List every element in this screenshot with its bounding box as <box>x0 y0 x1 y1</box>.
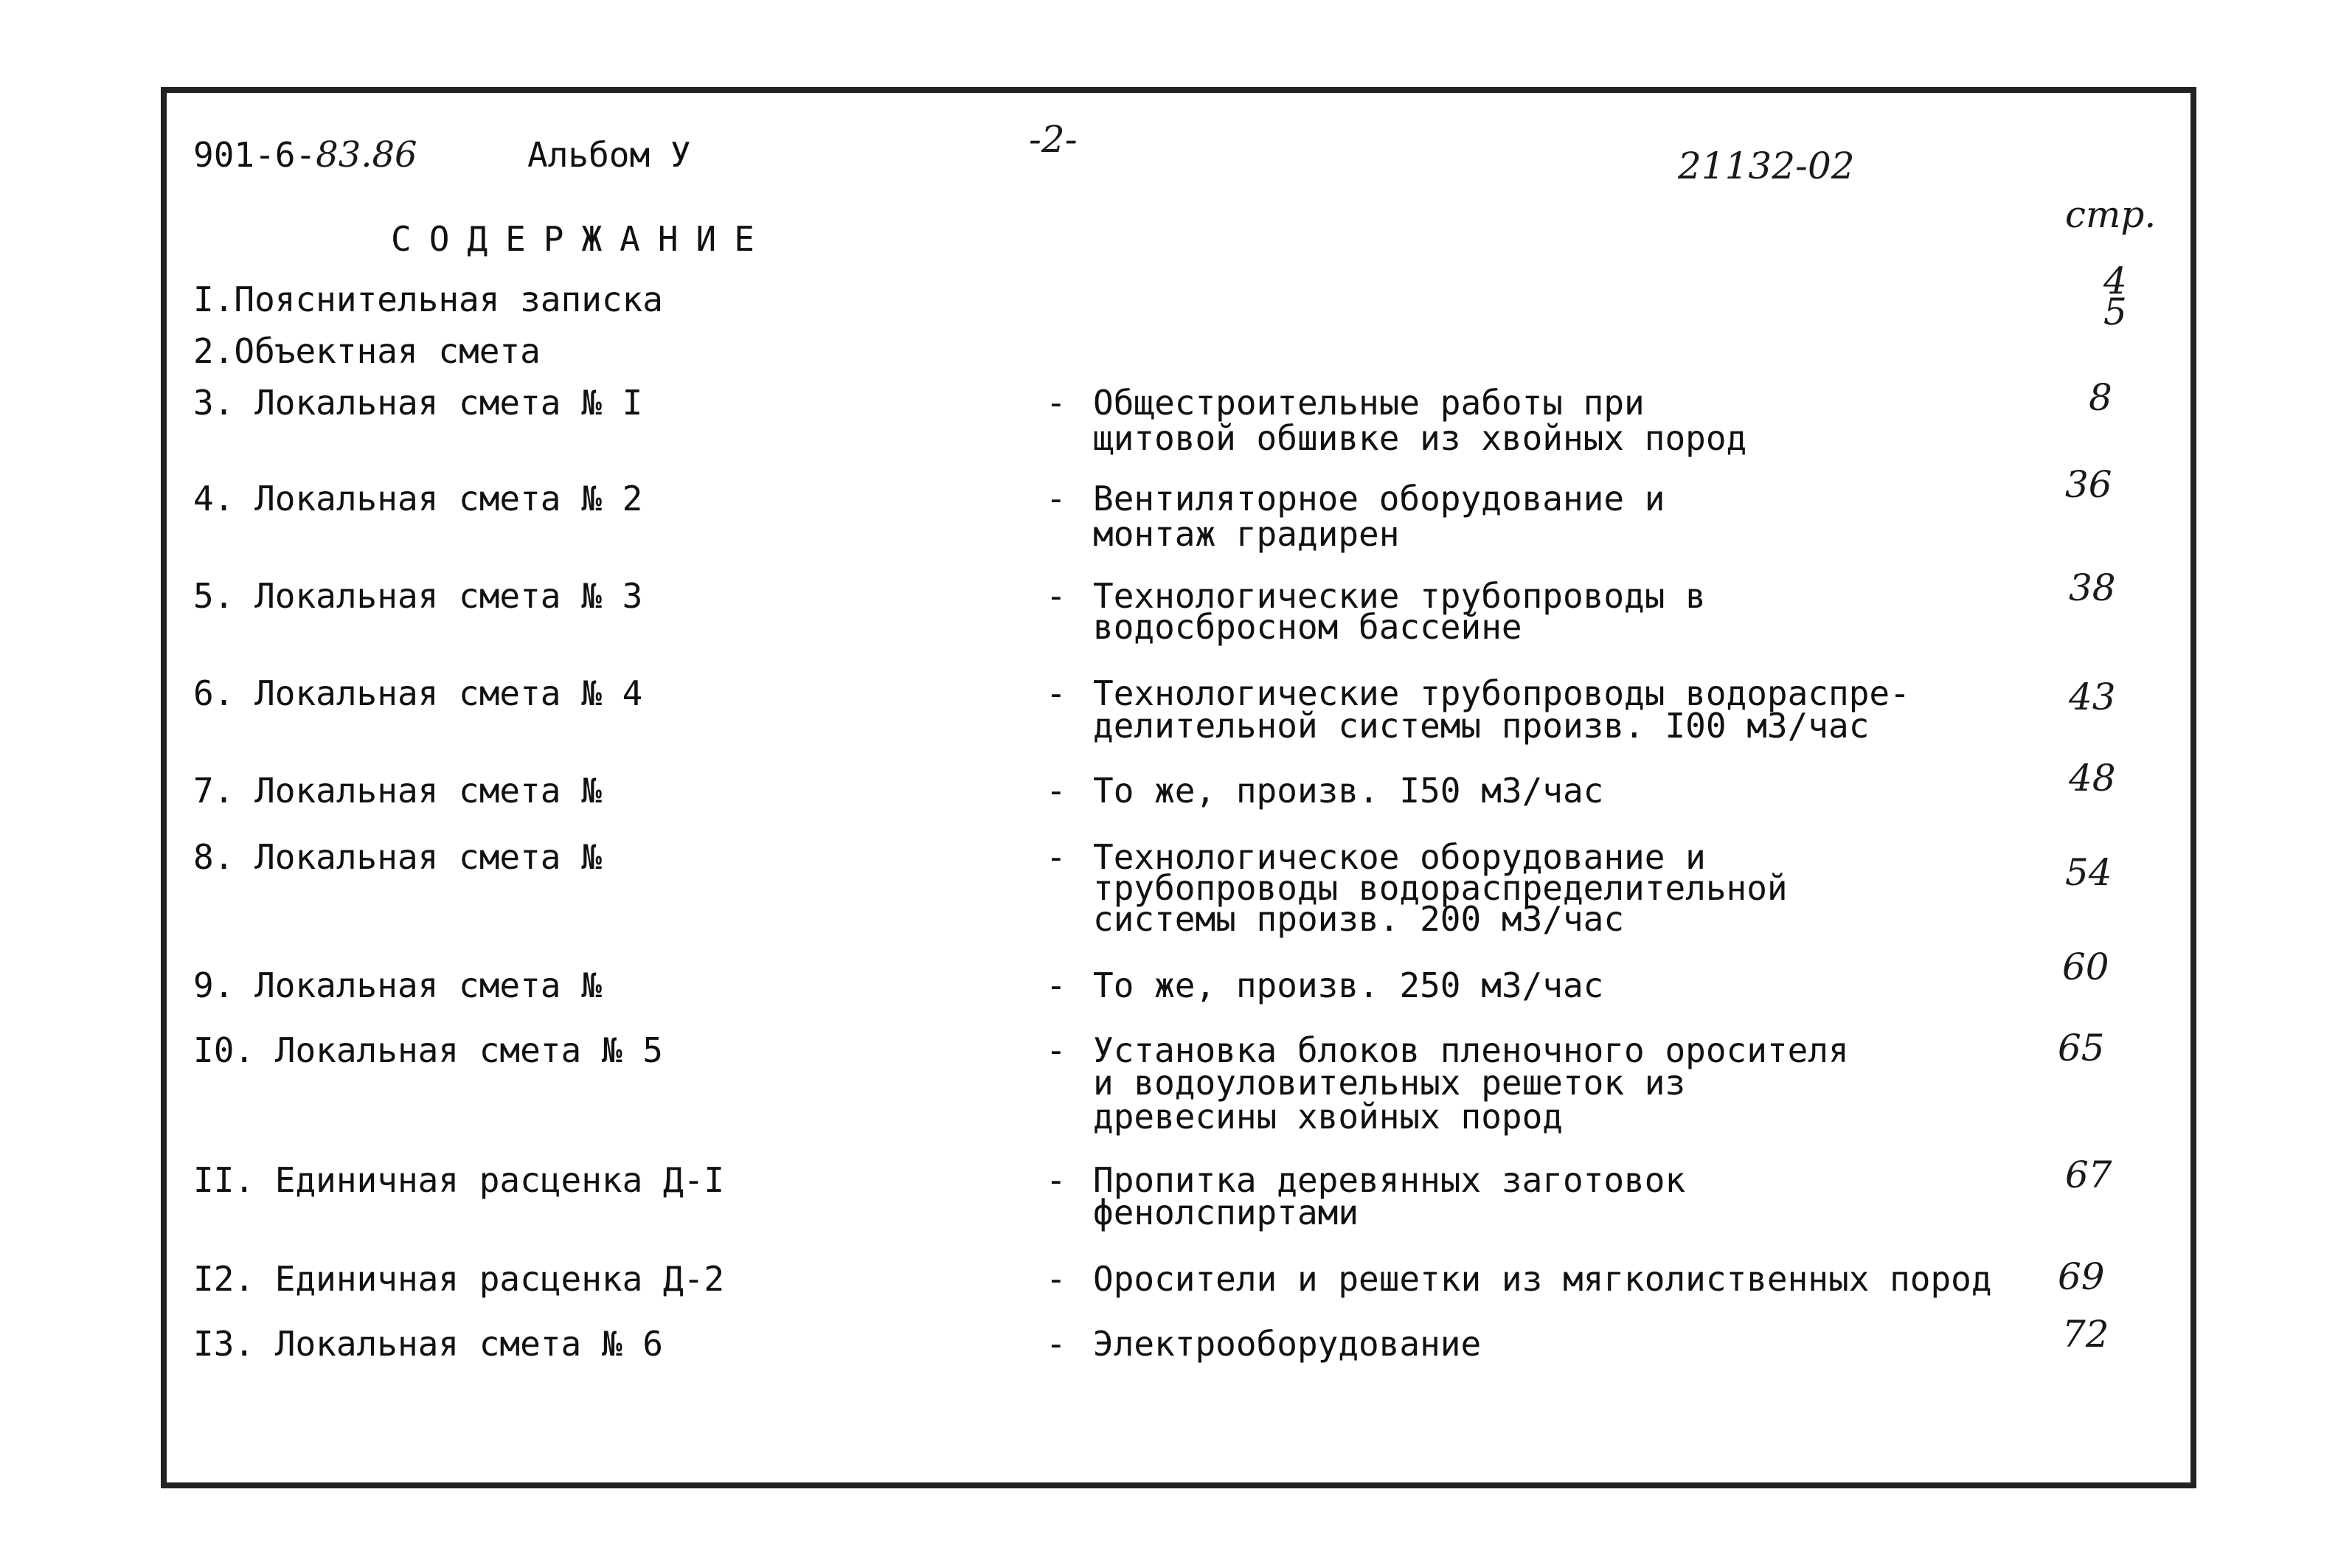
entry-page: 8 <box>2089 376 2112 419</box>
entry-description-line: трубопроводы водораспределительной <box>1093 868 1788 908</box>
entry-description-line: монтаж градирен <box>1093 514 1400 554</box>
entry-description-line: Вентиляторное оборудование и <box>1093 479 1665 518</box>
document-code-handwritten: 83.86 <box>316 134 417 176</box>
entry-page: 48 <box>2069 757 2116 799</box>
entry-description-line: Общестроительные работы при <box>1093 383 1645 423</box>
entry-dash: - <box>1046 1160 1066 1200</box>
entry-dash: - <box>1046 1324 1066 1364</box>
album-label: Альбом У <box>527 135 691 175</box>
page-column-label: стр. <box>2065 193 2157 236</box>
entry-description-line: Технологические трубопроводы в <box>1093 576 1706 616</box>
entry-description-line: Электрооборудование <box>1093 1324 1482 1364</box>
entry-page: 65 <box>2058 1027 2105 1069</box>
entry-label: 6. Локальная смета № 4 <box>193 673 643 713</box>
entry-label: 3. Локальная смета № I <box>193 383 643 423</box>
entry-description-line: Оросители и решетки из мягколиственных пород <box>1093 1259 1992 1299</box>
entry-page: 72 <box>2062 1313 2109 1356</box>
entry-description-line: и водоуловительных решеток из <box>1093 1063 1686 1103</box>
entry-dash: - <box>1046 383 1066 423</box>
entry-page: 4 <box>2103 260 2127 302</box>
entry-dash: - <box>1046 965 1066 1005</box>
entry-dash: - <box>1046 673 1066 713</box>
entry-page: 43 <box>2069 676 2116 718</box>
entry-dash: - <box>1046 837 1066 877</box>
entry-label: 9. Локальная смета № <box>193 965 602 1005</box>
entry-description-line: То же, произв. 250 м3/час <box>1093 965 1604 1005</box>
entry-description-line: делительной системы произв. I00 м3/час <box>1093 706 1870 746</box>
entry-label: II. Единичная расценка Д-I <box>193 1160 725 1200</box>
entry-label: 2.Объектная смета <box>193 331 541 371</box>
entry-page: 36 <box>2065 463 2112 506</box>
entry-label: 7. Локальная смета № <box>193 771 602 811</box>
contents-title: СОДЕРЖАНИЕ <box>391 219 772 259</box>
entry-dash: - <box>1046 1259 1066 1299</box>
entry-description-line: То же, произв. I50 м3/час <box>1093 771 1604 811</box>
entry-dash: - <box>1046 1030 1066 1070</box>
document-number: 21132-02 <box>1678 145 1855 187</box>
entry-page: 5 <box>2103 291 2127 333</box>
entry-label: 8. Локальная смета № <box>193 837 602 877</box>
entry-label: I0. Локальная смета № 5 <box>193 1030 663 1070</box>
entry-description-line: Установка блоков пленочного оросителя <box>1093 1030 1849 1070</box>
entry-description-line: древесины хвойных пород <box>1093 1097 1563 1137</box>
entry-description-line: щитовой обшивке из хвойных пород <box>1093 418 1747 458</box>
entry-description-line: фенолспиртами <box>1093 1193 1359 1232</box>
entry-label: 4. Локальная смета № 2 <box>193 479 643 518</box>
entry-description-line: системы произв. 200 м3/час <box>1093 899 1625 939</box>
entry-dash: - <box>1046 771 1066 811</box>
entry-page: 54 <box>2065 851 2112 894</box>
entry-page: 67 <box>2065 1154 2112 1196</box>
document-code-printed: 901-6- <box>193 135 316 175</box>
entry-description-line: Технологические трубопроводы водораспре- <box>1093 673 1910 713</box>
entry-description-line: водосбросном бассейне <box>1093 607 1522 647</box>
entry-dash: - <box>1046 576 1066 616</box>
entry-page: 60 <box>2062 946 2109 988</box>
entry-label: I.Пояснительная записка <box>193 280 663 319</box>
entry-label: I3. Локальная смета № 6 <box>193 1324 663 1364</box>
document-code <box>193 134 417 176</box>
entry-dash: - <box>1046 479 1066 518</box>
entry-page: 69 <box>2058 1255 2105 1298</box>
entry-description-line: Пропитка деревянных заготовок <box>1093 1160 1686 1200</box>
entry-description-line: Технологическое оборудование и <box>1093 837 1706 877</box>
entry-label: 5. Локальная смета № 3 <box>193 576 643 616</box>
page-number: -2- <box>1029 118 1078 161</box>
entry-label: I2. Единичная расценка Д-2 <box>193 1259 725 1299</box>
entry-page: 38 <box>2069 566 2116 609</box>
